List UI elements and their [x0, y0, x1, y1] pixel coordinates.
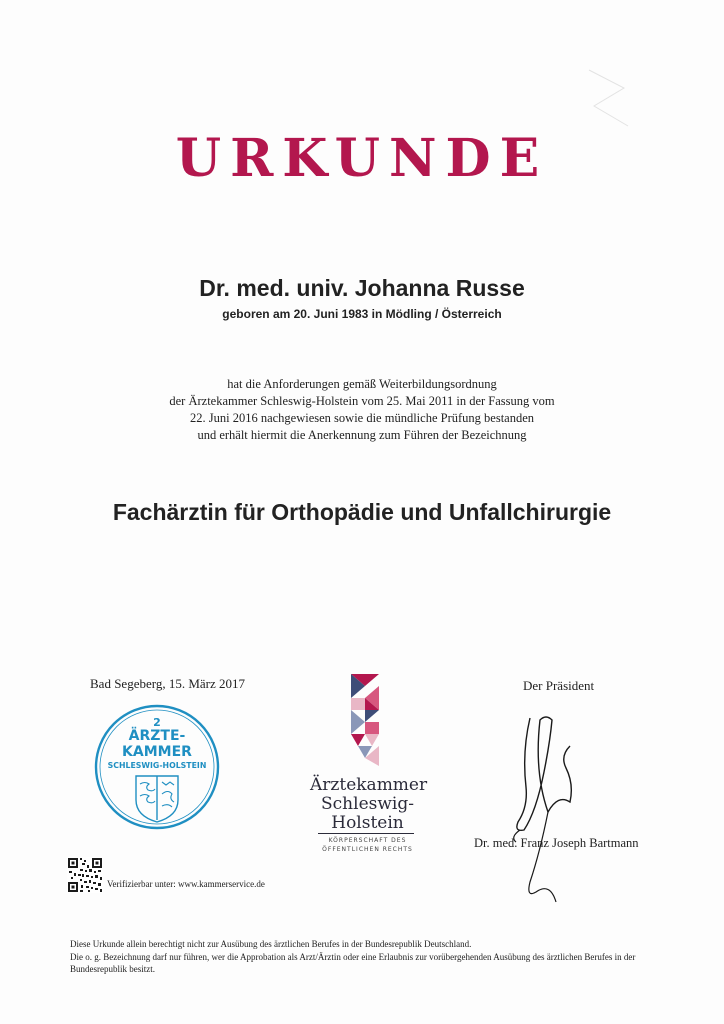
logo-divider — [318, 833, 414, 834]
footer-line: Diese Urkunde allein berechtigt nicht zur Ausübung des ärztlichen Berufes in der Bundesrepublik Deutschland. — [70, 939, 472, 949]
stamp-line2: KAMMER — [122, 744, 192, 760]
logo-subtitle-line: KÖRPERSCHAFT DES — [328, 837, 407, 844]
body-line: hat die Anforderungen gemäß Weiterbildungsordnung — [227, 377, 497, 391]
logo-word: Ärztekammer — [310, 775, 428, 795]
footer-line: Die o. g. Bezeichnung darf nur führen, wer die Approbation als Arzt/Ärztin oder eine Erlaubnis zur vorübergehenden Ausübung des ärztlichen Berufes in der Bundesrepublik besitzt. — [70, 951, 636, 974]
body-line: und erhält hiermit die Anerkennung zum Führen der Bezeichnung — [197, 428, 527, 442]
chamber-logo-icon — [345, 672, 385, 768]
certificate-title: URKUNDE — [175, 128, 549, 189]
logo-subtitle-line: ÖFFENTLICHEN RECHTS — [322, 846, 413, 853]
logo-word: Holstein — [331, 813, 404, 833]
certificate-body — [0, 376, 724, 444]
stamp-number: 2 — [153, 716, 161, 729]
president-signature — [500, 712, 590, 907]
official-stamp — [92, 702, 222, 832]
president-name: Dr. med. Franz Joseph Bartmann — [474, 836, 639, 850]
place-date: Bad Segeberg, 15. März 2017 — [90, 676, 246, 691]
verification-note: Verifizierbar unter: www.kammerservice.de — [107, 879, 265, 889]
stamp-line3: SCHLESWIG-HOLSTEIN — [107, 761, 207, 770]
body-line: der Ärztekammer Schleswig-Holstein vom 25. Mai 2011 in der Fassung vom — [169, 394, 555, 408]
body-line: 22. Juni 2016 nachgewiesen sowie die mündliche Prüfung bestanden — [189, 411, 535, 425]
specialty-title: Fachärztin für Orthopädie und Unfallchirurgie — [112, 499, 612, 525]
qr-code-icon — [67, 857, 103, 893]
logo-subtitle — [310, 836, 425, 854]
birth-line: geboren am 20. Juni 1983 in Mödling / Österreich — [222, 307, 502, 321]
footer-disclaimer — [70, 938, 660, 976]
chamber-logo-text — [310, 775, 428, 833]
president-label: Der Präsident — [523, 678, 595, 693]
logo-word: Schleswig- — [321, 794, 414, 814]
coat-of-arms-icon — [136, 776, 178, 822]
stamp-line1: ÄRZTE- — [128, 728, 186, 744]
recipient-name: Dr. med. univ. Johanna Russe — [199, 275, 525, 301]
